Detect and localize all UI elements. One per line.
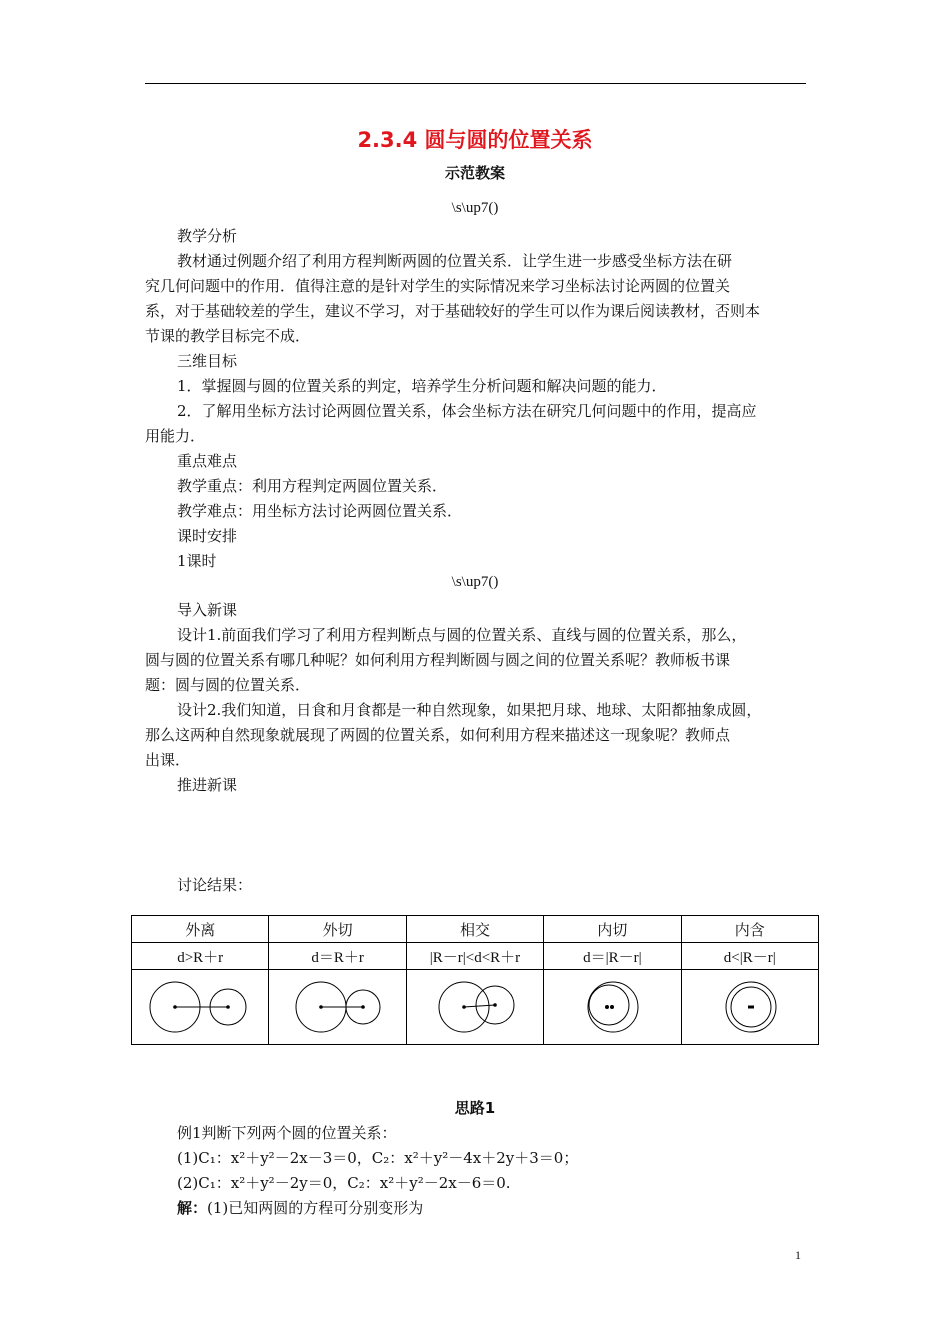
paragraph-line: 教材通过例题介绍了利用方程判断两圆的位置关系．让学生进一步感受坐标方法在研	[177, 252, 733, 270]
section-heading: 课时安排	[177, 527, 238, 545]
paragraph-line: 教学难点：用坐标方法讨论两圆位置关系．	[177, 502, 463, 520]
paragraph-line: 用能力．	[145, 427, 206, 445]
contained-circles-diagram	[695, 974, 805, 1040]
internal-tangent-diagram	[557, 974, 667, 1040]
paragraph-line: 2．了解用坐标方法讨论两圆位置关系，体会坐标方法在研究几何问题中的作用，提高应	[177, 402, 757, 420]
formula-cell: d＝|R－r|	[544, 943, 681, 970]
discussion-label: 讨论结果：	[177, 876, 253, 894]
diagram-cell-intersect	[406, 970, 543, 1045]
section-heading: 三维目标	[177, 352, 238, 370]
formula-cell: |R－r|<d<R＋r	[406, 943, 543, 970]
page-title: 2.3.4 圆与圆的位置关系	[357, 128, 593, 152]
table-header-cell: 内含	[681, 916, 818, 943]
intersecting-circles-diagram	[420, 974, 530, 1040]
solution-label: 解：	[177, 1199, 208, 1217]
solution-text: (1)已知两圆的方程可分别变形为	[207, 1199, 424, 1217]
section-heading: 思路1	[454, 1099, 496, 1117]
field-code: \s\up7()	[451, 574, 499, 590]
paragraph-line: 出课．	[145, 751, 191, 769]
paragraph-line: 1课时	[177, 552, 217, 570]
external-tangent-diagram	[283, 974, 393, 1040]
paragraph-line: 究几何问题中的作用．值得注意的是针对学生的实际情况来学习坐标法讨论两圆的位置关	[145, 277, 731, 295]
paragraph-line: 题：圆与圆的位置关系．	[145, 676, 311, 694]
example-item: (1)C₁：x²＋y²－2x－3＝0，C₂：x²＋y²－4x＋2y＋3＝0；	[177, 1149, 579, 1167]
formula-cell: d<|R－r|	[681, 943, 818, 970]
separate-circles-diagram	[145, 974, 255, 1040]
table-header-cell: 外切	[269, 916, 406, 943]
table-header-cell: 相交	[406, 916, 543, 943]
table-header-cell: 外离	[132, 916, 269, 943]
circle-relation-table	[131, 915, 819, 1045]
section-heading: 教学分析	[177, 227, 238, 245]
section-heading: 导入新课	[177, 601, 238, 619]
header-rule	[145, 83, 806, 84]
paragraph-line: 节课的教学目标完不成．	[145, 327, 311, 345]
field-code: \s\up7()	[451, 200, 499, 216]
formula-cell: d>R＋r	[132, 943, 269, 970]
section-heading: 重点难点	[177, 452, 238, 470]
page-number: 1	[795, 1248, 801, 1262]
paragraph-line: 设计1.前面我们学习了利用方程判断点与圆的位置关系、直线与圆的位置关系，那么，	[177, 626, 747, 644]
section-heading: 推进新课	[177, 776, 238, 794]
page-subtitle: 示范教案	[444, 164, 505, 182]
paragraph-line: 圆与圆的位置关系有哪几种呢？如何利用方程判断圆与圆之间的位置关系呢？教师板书课	[145, 651, 731, 669]
diagram-cell-contained	[681, 970, 818, 1045]
paragraph-line: 教学重点：利用方程判定两圆位置关系．	[177, 477, 448, 495]
example-item: (2)C₁：x²＋y²－2y＝0，C₂：x²＋y²－2x－6＝0.	[177, 1174, 511, 1192]
diagram-cell-separate	[132, 970, 269, 1045]
paragraph-line: 那么这两种自然现象就展现了两圆的位置关系，如何利用方程来描述这一现象呢？教师点	[145, 726, 731, 744]
paragraph-line: 设计2.我们知道，日食和月食都是一种自然现象，如果把月球、地球、太阳都抽象成圆，	[177, 701, 762, 719]
diagram-cell-internal-tangent	[544, 970, 681, 1045]
formula-cell: d＝R＋r	[269, 943, 406, 970]
paragraph-line: 1．掌握圆与圆的位置关系的判定，培养学生分析问题和解决问题的能力．	[177, 377, 667, 395]
solution-line	[177, 1197, 810, 1218]
example-intro: 例1判断下列两个圆的位置关系：	[177, 1124, 397, 1142]
paragraph-line: 系，对于基础较差的学生，建议不学习，对于基础较好的学生可以作为课后阅读教材，否则本	[145, 302, 761, 320]
diagram-cell-external-tangent	[269, 970, 406, 1045]
table-header-cell: 内切	[544, 916, 681, 943]
